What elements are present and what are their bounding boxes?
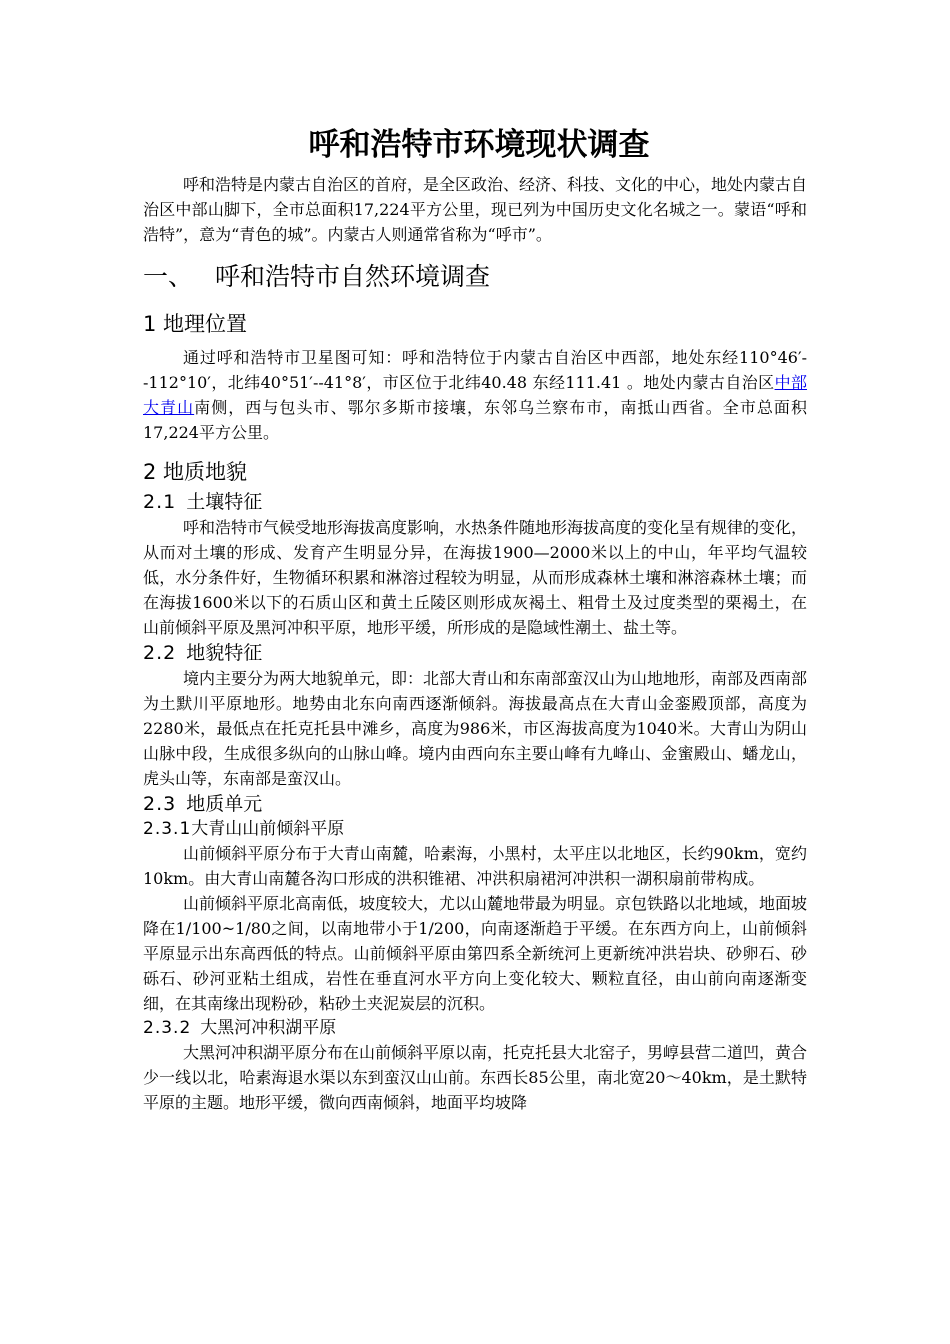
geo-location-heading: 1 地理位置 <box>143 312 248 336</box>
soil-title: 土壤特征 <box>186 491 263 513</box>
section-1-heading <box>143 259 807 295</box>
unit-1-number: 2.3.1 <box>143 819 192 839</box>
soil-number: 2.1 <box>143 491 177 513</box>
unit-1-paragraph-2: 山前倾斜平原北高南低，坡度较大，尤以山麓地带最为明显。京包铁路以北地域，地面坡降在1/100~1/80之间，以南地带小于1/200，向南逐渐趋于平缓。在东西方向上，山前倾斜平原显示出东高西低的特点。山前倾斜平原由第四系全新统河上更新统冲洪岩块、砂卵石、砂砾石、砂河亚粘土组成，岩性在垂直河水平方向上变化较大、颗粒直径，由山前向南逐渐变细，在其南缘出现粉砂，粘砂土夹泥炭层的沉积。 <box>143 894 808 1013</box>
unit-2-number: 2.3.2 <box>143 1018 192 1038</box>
geo-text-after-link: 南侧，西与包头市、鄂尔多斯市接壤，东邻乌兰察布市，南抵山西省。全市总面积17,224平方公里。 <box>143 398 807 442</box>
unit-1-paragraph-1: 山前倾斜平原分布于大青山南麓，哈素海，小黑村，太平庄以北地区，长约90km，宽约10km。由大青山南麓各沟口形成的洪积锥裙、冲洪积扇裙河冲洪积一湖积扇前带构成。 <box>143 844 807 888</box>
unit-2-title: 大黑河冲积湖平原 <box>200 1018 337 1038</box>
unit-1-heading <box>143 817 807 841</box>
section-1-number: 一、 <box>143 262 194 291</box>
geo-units-heading <box>143 791 807 817</box>
geology-heading: 2 地质地貌 <box>143 460 248 484</box>
landform-number: 2.2 <box>143 642 177 664</box>
geo-units-number: 2.3 <box>143 793 177 815</box>
geo-text-before-link: 通过呼和浩特市卫星图可知：呼和浩特位于内蒙古自治区中西部，地处东经110°46′--112°10′，北纬40°51′--41°8′，市区位于北纬40.48 东经111.41 。地处内蒙古自治区 <box>143 348 807 392</box>
daqingshan-link[interactable]: 中部大青山 <box>143 373 807 417</box>
section-1-title: 呼和浩特市自然环境调查 <box>215 262 491 291</box>
unit-2-heading <box>143 1016 807 1040</box>
unit-2-paragraph-1: 大黑河冲积湖平原分布在山前倾斜平原以南，托克托县大北窑子，男崞县营二道凹，黄合少一线以北，哈素海退水渠以东到蛮汉山山前。东西长85公里，南北宽20～40km，是土默特平原的主题。地形平缓，微向西南倾斜，地面平均坡降 <box>143 1043 808 1112</box>
unit-1-title: 大青山山前倾斜平原 <box>191 819 345 839</box>
soil-paragraph: 呼和浩特市气候受地形海拔高度影响，水热条件随地形海拔高度的变化呈有规律的变化，从而对土壤的形成、发育产生明显分异，在海拔1900—2000米以上的中山，年平均气温较低，水分条件好，生物循环积累和淋溶过程较为明显，从而形成森林土壤和淋溶森林土壤；而在海拔1600米以下的石质山区和黄土丘陵区则形成灰褐土、粗骨土及过度类型的栗褐土，在山前倾斜平原及黑河冲积平原，地形平缓，所形成的是隐域性潮土、盐土等。 <box>143 518 808 637</box>
document-title: 呼和浩特市环境现状调查 <box>308 127 650 163</box>
landform-heading <box>143 640 807 666</box>
landform-title: 地貌特征 <box>186 642 263 664</box>
intro-paragraph: 呼和浩特是内蒙古自治区的首府，是全区政治、经济、科技、文化的中心，地处内蒙古自治区中部山脚下，全市总面积17,224平方公里，现已列为中国历史文化名城之一。蒙语“呼和浩特”，意为“青色的城”。内蒙古人则通常省称为“呼市”。 <box>143 175 808 244</box>
landform-paragraph: 境内主要分为两大地貌单元，即：北部大青山和东南部蛮汉山为山地地形，南部及西南部为土默川平原地形。地势由北东向南西逐渐倾斜。海拔最高点在大青山金銮殿顶部，高度为2280米，最低点在托克托县中滩乡，高度为986米，市区海拔高度为1040米。大青山为阴山山脉中段，生成很多纵向的山脉山峰。境内由西向东主要山峰有九峰山、金蜜殿山、蟠龙山，虎头山等，东南部是蛮汉山。 <box>143 669 808 788</box>
geo-units-title: 地质单元 <box>186 793 263 815</box>
geo-location-paragraph <box>143 345 807 445</box>
soil-heading <box>143 489 807 515</box>
